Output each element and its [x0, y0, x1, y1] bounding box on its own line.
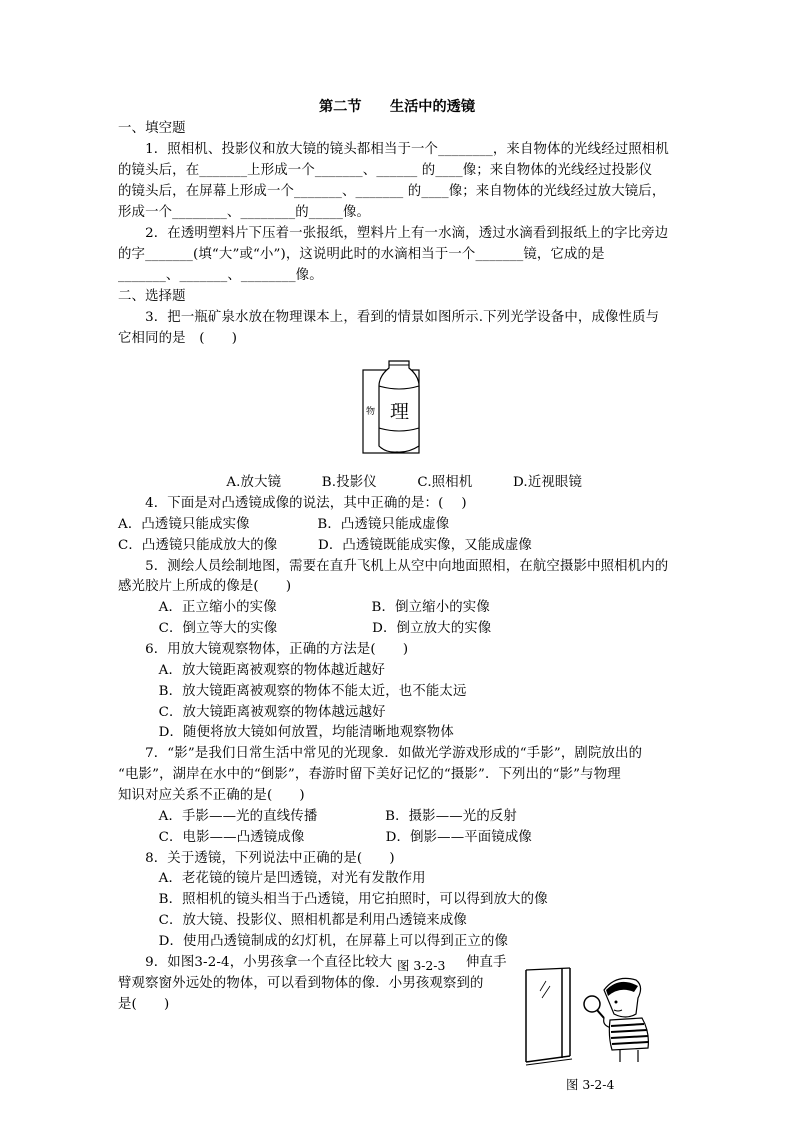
question-text: 4．下面是对凸透镜成像的说法，其中正确的是：( ): [118, 496, 467, 511]
question-text: 知识对应关系不正确的是( ): [118, 788, 305, 803]
choice-option: B．照相机的镜头相当于凸透镜，用它拍照时，可以得到放大的像: [118, 892, 548, 907]
choice-options: A．凸透镜只能成实像 B．凸透镜只能成虚像: [118, 517, 450, 532]
choice-options: A.放大镜 B.投影仪 C.照相机 D.近视眼镜: [118, 475, 582, 490]
question-text: 6．用放大镜观察物体，正确的方法是( ): [118, 642, 409, 657]
question-text: 3．把一瓶矿泉水放在物理课本上，看到的情景如图所示.下列光学设备中，成像性质与: [118, 310, 660, 325]
question-text: 7．“影”是我们日常生活中常见的光现象．如做光学游戏形成的“手影”，剧院放出的: [118, 746, 643, 761]
choice-options: C．倒立等大的实像 D．倒立放大的实像: [118, 621, 492, 636]
question-text: 的镜头后，在屏幕上形成一个_______、_______ 的____像；来自物体的光线经过放大镜后，: [118, 184, 666, 199]
question-text-tail: 伸直手: [466, 955, 507, 970]
question-text: _______、_______、________像。: [118, 268, 323, 283]
bottle-on-book-figure: [355, 356, 425, 456]
boy-with-magnifier-figure: [520, 966, 670, 1066]
choice-option: A．老花镜的镜片是凹透镜，对光有发散作用: [118, 871, 426, 886]
figure-caption: 图 3-2-4: [566, 1077, 615, 1092]
question-text: 它相同的是 ( ): [118, 331, 238, 346]
question-text: 9．如图3-2-4，小男孩拿一个直径比较大: [118, 955, 393, 970]
choice-options: A．正立缩小的实像 B．倒立缩小的实像: [118, 600, 490, 615]
choice-option: D．随便将放大镜如何放置，均能清晰地观察物体: [118, 725, 454, 740]
question-text: 是( ): [118, 997, 170, 1012]
question-text: 的字_______(填“大”或“小”)，这说明此时的水滴相当于一个_______镜，它成的是: [118, 247, 605, 262]
question-text: 8．关于透镜，下列说法中正确的是( ): [118, 851, 395, 866]
section-heading-choice: 二、选择题: [118, 289, 186, 304]
question-text: 感光胶片上所成的像是( ): [118, 579, 292, 594]
choice-options: A．手影——光的直线传播 B．摄影——光的反射: [118, 809, 517, 824]
question-text: 臂观察窗外远处的物体，可以看到物体的像．小男孩观察到的: [118, 976, 484, 991]
question-text: 2．在透明塑料片下压着一张报纸，塑料片上有一水滴，透过水滴看到报纸上的字比旁边: [118, 226, 669, 241]
book-label-small: 物: [366, 407, 376, 417]
choice-options: C．电影——凸透镜成像 D．倒影——平面镜成像: [118, 830, 532, 845]
question-text: 的镜头后，在_______上形成一个_______、______ 的____像；来自物体的光线经过投影仪: [118, 163, 653, 178]
choice-option: C．放大镜距离被观察的物体越远越好: [118, 705, 386, 720]
question-text: “电影”，湖岸在水中的“倒影”，春游时留下美好记忆的“摄影”．下列出的“影”与物理: [118, 767, 621, 782]
book-label-big: 理: [390, 401, 410, 423]
choice-option: A．放大镜距离被观察的物体越近越好: [118, 663, 386, 678]
choice-option: B．放大镜距离被观察的物体不能太近，也不能太远: [118, 684, 467, 699]
choice-options: C．凸透镜只能成放大的像 D．凸透镜既能成实像，又能成虚像: [118, 538, 532, 553]
choice-option: D．使用凸透镜制成的幻灯机，在屏幕上可以得到正立的像: [118, 934, 509, 949]
figure-caption-overlap: 图 3-2-3: [393, 956, 449, 974]
question-text: 1．照相机、投影仪和放大镜的镜头都相当于一个________，来自物体的光线经过照相机: [118, 142, 669, 157]
section-title: 第二节 生活中的透镜: [318, 99, 476, 115]
section-heading-fill-in: 一、填空题: [118, 121, 186, 136]
question-text: 形成一个________、________的_____像。: [118, 205, 371, 220]
question-text: 5．测绘人员绘制地图，需要在直升飞机上从空中向地面照相，在航空摄影中照相机内的: [118, 559, 669, 574]
choice-option: C．放大镜、投影仪、照相机都是利用凸透镜来成像: [118, 913, 467, 928]
